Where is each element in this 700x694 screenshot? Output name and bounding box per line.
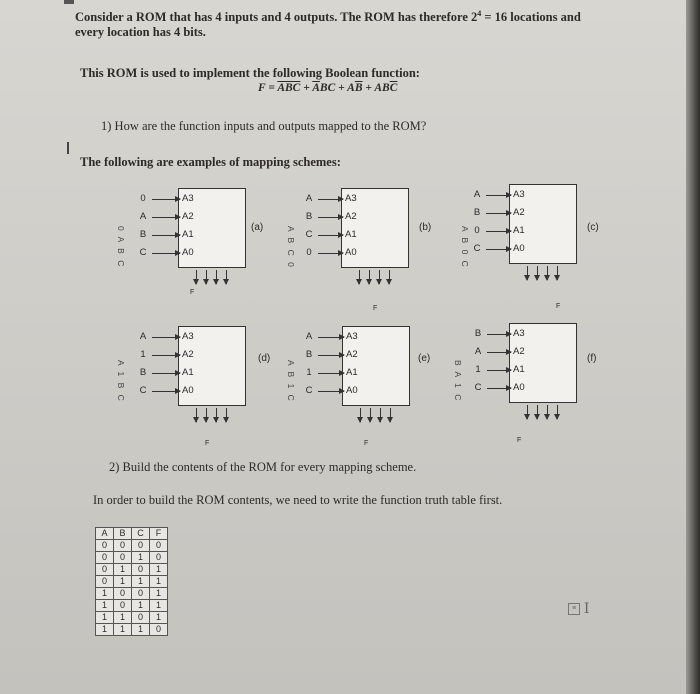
output-arrow — [206, 408, 207, 422]
truth-table-cell: 0 — [132, 612, 150, 624]
output-arrow — [380, 408, 381, 422]
rom-pin-label: A1 — [182, 229, 194, 240]
rom-pin-label: A1 — [513, 225, 525, 236]
truth-table-cell: 1 — [150, 576, 168, 588]
rotated-input-labels: A B C 0 — [286, 226, 296, 269]
input-label: C — [473, 243, 481, 254]
output-arrow — [527, 405, 528, 419]
truth-table-cell: 0 — [96, 564, 114, 576]
input-arrow — [152, 391, 180, 392]
truth-table-cell: 1 — [150, 612, 168, 624]
input-label: 0 — [140, 193, 146, 204]
question-2: 2) Build the contents of the ROM for every mapping scheme. — [109, 460, 417, 474]
truth-table-cell: 0 — [132, 564, 150, 576]
input-arrow — [318, 217, 343, 218]
truth-table-cell: 0 — [96, 552, 114, 564]
rotated-input-labels: B A 1 C — [453, 360, 463, 403]
input-arrow — [152, 235, 180, 236]
input-arrow — [318, 337, 344, 338]
output-arrow — [557, 405, 558, 419]
input-label: 0 — [306, 247, 312, 258]
rotated-input-labels: A B 0 C — [460, 226, 470, 269]
text-format-icon[interactable]: ≡ I — [568, 600, 589, 617]
scheme-tag: (e) — [418, 353, 431, 364]
output-arrow — [370, 408, 371, 422]
output-label-f: F — [190, 289, 195, 296]
scheme-tag: (d) — [258, 353, 271, 364]
input-label: 1 — [140, 349, 146, 360]
output-label-f: F — [556, 303, 561, 310]
input-arrow — [487, 388, 511, 389]
truth-table-row — [96, 588, 168, 600]
truth-table-cell: 1 — [114, 564, 132, 576]
output-label-f: F — [517, 437, 522, 444]
examples-heading: The following are examples of mapping schemes: — [80, 155, 341, 169]
output-arrow — [196, 270, 197, 284]
input-label: A — [473, 189, 481, 200]
truth-table-cell: 0 — [150, 540, 168, 552]
truth-table-cell: 0 — [114, 600, 132, 612]
truth-table-cell: 1 — [96, 588, 114, 600]
rom-pin-label: A3 — [182, 193, 194, 204]
rom-pin-label: A2 — [513, 346, 525, 357]
rom-pin-label: A0 — [346, 385, 358, 396]
input-label: 1 — [475, 364, 481, 375]
output-arrow — [547, 405, 548, 419]
rom-pin-label: A0 — [513, 382, 525, 393]
input-arrow — [487, 352, 511, 353]
output-arrow — [379, 270, 380, 284]
output-arrow — [547, 266, 548, 280]
rom-pin-label: A1 — [345, 229, 357, 240]
input-label: A — [305, 331, 313, 342]
input-arrow — [152, 355, 180, 356]
truth-table-cell: 1 — [132, 576, 150, 588]
rom-pin-label: A2 — [182, 349, 194, 360]
truth-table-cell: 1 — [150, 600, 168, 612]
output-arrow — [359, 270, 360, 284]
truth-table-cell: 1 — [114, 612, 132, 624]
truth-table-cell: 0 — [96, 576, 114, 588]
truth-table-cell: 0 — [150, 624, 168, 636]
rom-pin-label: A1 — [513, 364, 525, 375]
input-arrow — [318, 373, 344, 374]
scheme-tag: (c) — [587, 222, 599, 233]
truth-table-row — [96, 564, 168, 576]
output-arrow — [206, 270, 207, 284]
rotated-input-labels: A B 1 C — [286, 360, 296, 403]
input-arrow — [318, 391, 344, 392]
page-edge-shadow — [686, 0, 700, 694]
input-label: B — [305, 349, 313, 360]
input-label: C — [139, 385, 147, 396]
input-arrow — [152, 217, 180, 218]
truth-table-row — [96, 612, 168, 624]
input-arrow — [318, 235, 343, 236]
truth-table-cell: 1 — [114, 624, 132, 636]
input-label: B — [305, 211, 313, 222]
input-label: B — [474, 328, 482, 339]
output-label-f: F — [205, 440, 210, 447]
input-label: A — [139, 331, 147, 342]
rom-pin-label: A1 — [182, 367, 194, 378]
input-arrow — [152, 337, 180, 338]
input-label: B — [139, 367, 147, 378]
truth-table — [95, 527, 168, 636]
output-arrow — [360, 408, 361, 422]
truth-table-row — [96, 552, 168, 564]
input-label: C — [305, 229, 313, 240]
truth-table-row — [96, 540, 168, 552]
truth-table-cell: 1 — [132, 552, 150, 564]
text-cursor — [67, 142, 69, 154]
output-arrow — [537, 405, 538, 419]
truth-table-row — [96, 600, 168, 612]
output-label-f: F — [373, 305, 378, 312]
rom-pin-label: A0 — [345, 247, 357, 258]
output-arrow — [196, 408, 197, 422]
output-arrow — [369, 270, 370, 284]
truth-table-row — [96, 576, 168, 588]
input-label: C — [305, 385, 313, 396]
rom-pin-label: A3 — [345, 193, 357, 204]
input-label: B — [139, 229, 147, 240]
input-arrow — [486, 249, 511, 250]
intro-line-1: Consider a ROM that has 4 inputs and 4 outputs. The ROM has therefore $2^4 = 16$ locations and — [75, 9, 581, 25]
rom-pin-label: A2 — [346, 349, 358, 360]
input-label: 1 — [306, 367, 312, 378]
output-arrow — [390, 408, 391, 422]
rom-pin-label: A3 — [513, 189, 525, 200]
output-arrow — [537, 266, 538, 280]
rom-pin-label: A3 — [346, 331, 358, 342]
input-arrow — [487, 370, 511, 371]
function-intro: This ROM is used to implement the following Boolean function: — [80, 66, 420, 80]
input-arrow — [152, 253, 180, 254]
output-arrow — [557, 266, 558, 280]
input-label: A — [305, 193, 313, 204]
rotated-input-labels: 0 A B C — [116, 226, 126, 269]
input-label: C — [139, 247, 147, 258]
truth-table-cell: 0 — [114, 540, 132, 552]
scheme-tag: (b) — [419, 222, 432, 233]
truth-table-header-cell: F — [150, 528, 168, 540]
rom-pin-label: A2 — [345, 211, 357, 222]
truth-table-cell: 1 — [150, 588, 168, 600]
output-arrow — [389, 270, 390, 284]
input-arrow — [486, 195, 511, 196]
truth-table-cell: 1 — [96, 624, 114, 636]
truth-table-intro: In order to build the ROM contents, we need to write the function truth table first. — [93, 493, 503, 507]
truth-table-header-cell: C — [132, 528, 150, 540]
truth-table-cell: 0 — [114, 552, 132, 564]
truth-table-header — [96, 528, 168, 540]
rom-pin-label: A2 — [513, 207, 525, 218]
rom-pin-label: A2 — [182, 211, 194, 222]
output-arrow — [226, 408, 227, 422]
input-arrow — [152, 199, 180, 200]
output-arrow — [226, 270, 227, 284]
truth-table-cell: 0 — [150, 552, 168, 564]
input-arrow — [318, 355, 344, 356]
rom-pin-label: A0 — [513, 243, 525, 254]
output-arrow — [527, 266, 528, 280]
truth-table-cell: 1 — [132, 624, 150, 636]
output-arrow — [216, 408, 217, 422]
input-arrow — [318, 199, 343, 200]
rom-pin-label: A3 — [513, 328, 525, 339]
output-arrow — [216, 270, 217, 284]
truth-table-cell: 0 — [114, 588, 132, 600]
output-label-f: F — [364, 440, 369, 447]
input-arrow — [318, 253, 343, 254]
rom-pin-label: A0 — [182, 385, 194, 396]
i-beam-cursor: I — [583, 601, 590, 617]
input-label: A — [474, 346, 482, 357]
truth-table-cell: 1 — [96, 600, 114, 612]
input-arrow — [487, 334, 511, 335]
top-mark — [64, 0, 74, 4]
boolean-equation: $F = \overline{A}\overline{BC} + \overline{A}BC + A\overline{B} + AB\overline{C}$ — [258, 82, 398, 94]
truth-table-cell: 0 — [96, 540, 114, 552]
rom-pin-label: A3 — [182, 331, 194, 342]
intro-line-2: every location has 4 bits. — [75, 25, 206, 39]
input-label: 0 — [474, 225, 480, 236]
rotated-input-labels: A 1 B C — [116, 360, 126, 403]
rom-pin-label: A1 — [346, 367, 358, 378]
truth-table-cell: 1 — [150, 564, 168, 576]
question-1: 1) How are the function inputs and outputs mapped to the ROM? — [101, 119, 427, 133]
truth-table-header-cell: A — [96, 528, 114, 540]
input-label: C — [474, 382, 482, 393]
truth-table-cell: 1 — [96, 612, 114, 624]
input-arrow — [486, 231, 511, 232]
input-arrow — [152, 373, 180, 374]
truth-table-cell: 1 — [114, 576, 132, 588]
truth-table-cell: 1 — [132, 600, 150, 612]
input-label: B — [473, 207, 481, 218]
truth-table-header-cell: B — [114, 528, 132, 540]
scheme-tag: (f) — [587, 353, 597, 364]
truth-table-cell: 0 — [132, 588, 150, 600]
truth-table-cell: 0 — [132, 540, 150, 552]
scheme-tag: (a) — [251, 222, 264, 233]
input-label: A — [139, 211, 147, 222]
input-arrow — [486, 213, 511, 214]
rom-pin-label: A0 — [182, 247, 194, 258]
truth-table-row — [96, 624, 168, 636]
